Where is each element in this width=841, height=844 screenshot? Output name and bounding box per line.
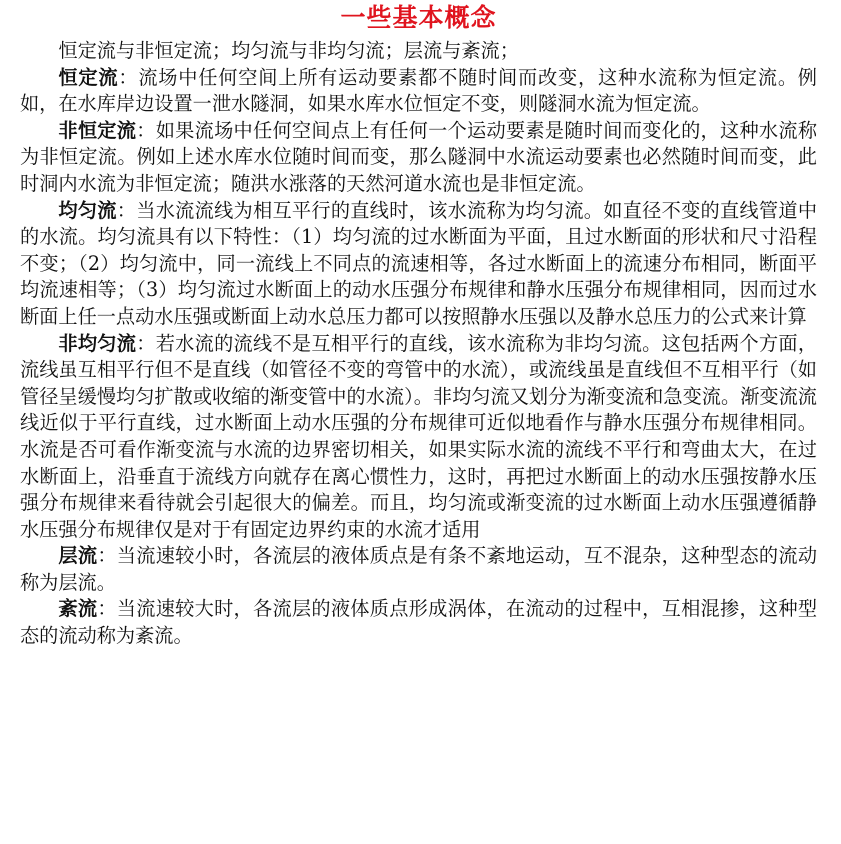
definition-text: ：当水流流线为相互平行的直线时，该水流称为均匀流。如直径不变的直线管道中的水流。均匀流具有以下特性：（1）均匀流的过水断面为平面，且过水断面的形状和尺寸沿程不变；（2）均匀流中，同一流线上不同点的流速相等，各过水断面上的流速分布相同，断面平均流速相等；（3）均匀流过水断面上的动水压强分布规律和静水压强分布规律相同，因而过水断面上任一点动水压强或断面上动水总压力都可以按照静水压强以及静水总压力的公式来计算 [20,198,818,328]
definition-turbulent-flow [20,596,817,649]
term-label: 紊流 [58,597,98,621]
definition-nonuniform-flow [20,331,817,544]
definition-text: ：当流速较大时，各流层的液体质点形成涡体，在流动的过程中，互相混掺，这种型态的流动称为紊流。 [20,597,818,648]
definition-uniform-flow [20,198,817,331]
term-label: 非恒定流 [58,118,137,142]
term-label: 均匀流 [58,198,117,222]
term-label: 恒定流 [58,65,119,89]
term-label: 非均匀流 [58,331,137,355]
page-title: 一些基本概念 [340,3,497,32]
definition-text: ：如果流场中任何空间点上有任何一个运动要素是随时间而变化的，这种水流称为非恒定流。例如上述水库水位随时间而变，那么隧洞中水流运动要素也必然随时间而变，此时洞内水流为非恒定流；随洪水涨落的天然河道水流也是非恒定流。 [20,118,818,195]
definition-text: ：若水流的流线不是互相平行的直线，该水流称为非均匀流。这包括两个方面，流线虽互相平行但不是直线（如管径不变的弯管中的水流），或流线虽是直线但不互相平行（如管径呈缓慢均匀扩散或收缩的渐变管中的水流）。非均匀流又划分为渐变流和急变流。渐变流流线近似于平行直线，过水断面上动水压强的分布规律可近似地看作与静水压强分布规律相同。水流是否可看作渐变流与水流的边界密切相关，如果实际水流的流线不平行和弯曲太大，在过水断面上，沿垂直于流线方向就存在离心惯性力，这时，再把过水断面上的动水压强按静水压强分布规律来看待就会引起很大的偏差。而且，均匀流或渐变流的过水断面上动水压强遵循静水压强分布规律仅是对于有固定边界约束的水流才适用 [20,331,818,541]
intro-paragraph: 恒定流与非恒定流；均匀流与非均匀流；层流与紊流； [58,39,519,62]
definition-steady-flow [20,65,817,118]
definition-text: ：流场中任何空间上所有运动要素都不随时间而改变，这种水流称为恒定流。例如，在水库岸边设置一泄水隧洞，如果水库水位恒定不变，则隧洞水流为恒定流。 [20,65,817,116]
term-label: 层流 [58,544,98,568]
definition-text: ：当流速较小时，各流层的液体质点是有条不紊地运动，互不混杂，这种型态的流动称为层流。 [20,544,818,594]
definition-unsteady-flow [20,118,817,198]
definition-laminar-flow [20,543,817,596]
